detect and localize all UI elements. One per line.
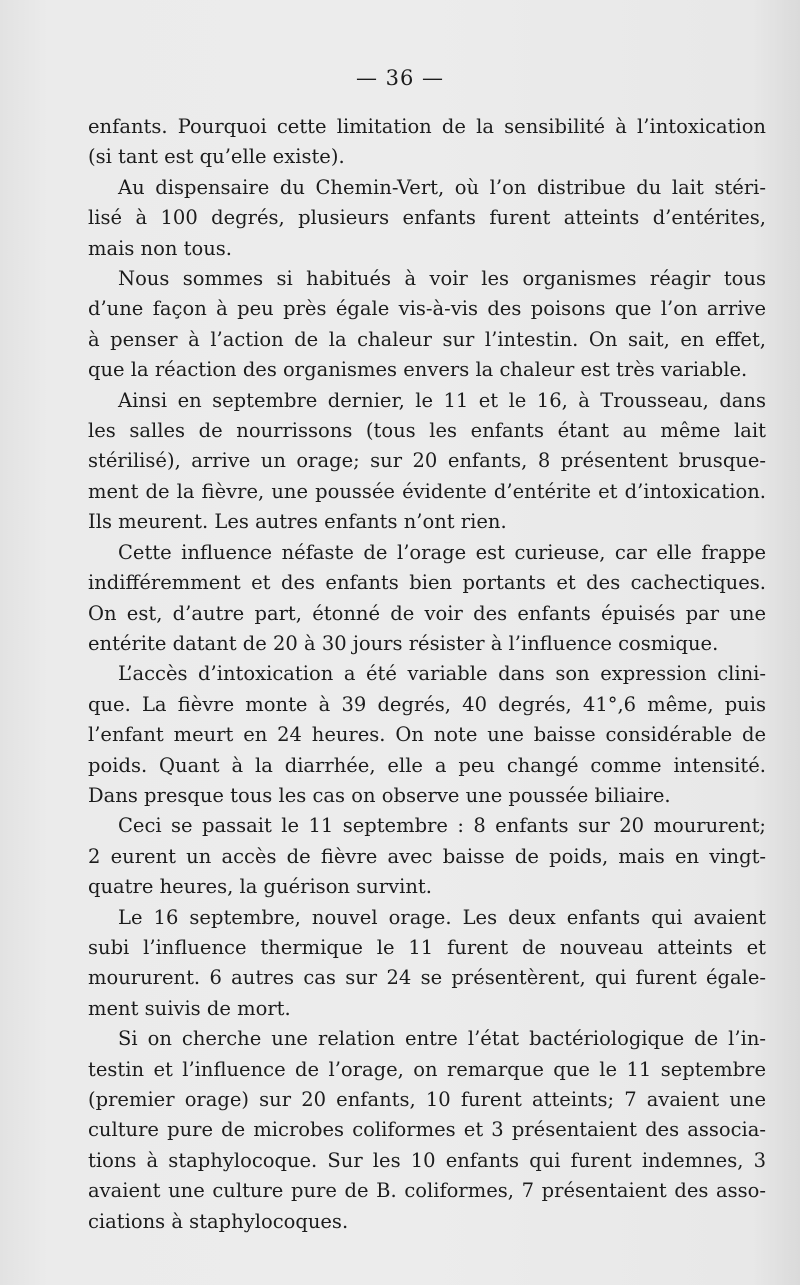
page-number: — 36 — <box>355 66 445 90</box>
text-line: Au dispensaire du Chemin-Vert, où l’on distribue du lait stéri- <box>118 175 766 199</box>
text-line: Cette influence néfaste de l’orage est curieuse, car elle frappe <box>118 540 766 564</box>
paragraph <box>88 1024 766 1237</box>
text-line: les salles de nourrissons (tous les enfants étant au même lait <box>88 419 766 443</box>
text-line: indifféremment et des enfants bien portants et des cachectiques. <box>88 571 766 595</box>
paragraph <box>88 173 766 264</box>
text-line: On est, d’autre part, étonné de voir des enfants épuisés par une <box>88 601 766 625</box>
text-line: que la réaction des organismes envers la chaleur est très variable. <box>88 358 748 382</box>
text-line: Ainsi en septembre dernier, le 11 et le 16, à Trousseau, dans <box>118 388 766 412</box>
text-line: culture pure de microbes coliformes et 3 présentaient des associa- <box>88 1118 766 1142</box>
text-line: (premier orage) sur 20 enfants, 10 furent atteints; 7 avaient une <box>88 1088 766 1111</box>
text-line: ciations à staphylocoques. <box>88 1209 349 1233</box>
paragraph <box>88 903 766 1025</box>
paragraph <box>88 112 766 173</box>
body-text <box>88 112 766 1237</box>
text-line: ment suivis de mort. <box>88 996 291 1020</box>
text-line: Dans presque tous les cas on observe une poussée biliaire. <box>88 783 671 807</box>
text-line: 2 eurent un accès de fièvre avec baisse de poids, mais en vingt- <box>88 844 766 868</box>
text-line: L’accès d’intoxication a été variable dans son expression clini- <box>118 662 766 686</box>
text-line: mais non tous. <box>88 236 232 260</box>
paragraph <box>88 386 766 538</box>
text-line: avaient une culture pure de B. coliformes, 7 présentaient des asso- <box>88 1179 766 1203</box>
text-line: subi l’influence thermique le 11 furent de nouveau atteints et <box>88 935 766 959</box>
text-line: Si on cherche une relation entre l’état bactériologique de l’in- <box>118 1027 766 1051</box>
paragraph <box>88 264 766 386</box>
text-line: Le 16 septembre, nouvel orage. Les deux enfants qui avaient <box>118 905 766 929</box>
text-line: Ils meurent. Les autres enfants n’ont rien. <box>88 510 507 534</box>
text-line: lisé à 100 degrés, plusieurs enfants furent atteints d’entérites, <box>88 206 766 230</box>
text-line: moururent. 6 autres cas sur 24 se présentèrent, qui furent égale- <box>88 966 766 990</box>
text-line: à penser à l’action de la chaleur sur l’intestin. On sait, en effet, <box>88 327 766 351</box>
paragraph <box>88 659 766 811</box>
text-line: poids. Quant à la diarrhée, elle a peu changé comme intensité. <box>88 753 766 777</box>
text-line: quatre heures, la guérison survint. <box>88 875 432 899</box>
text-line: l’enfant meurt en 24 heures. On note une baisse considérable de <box>88 723 766 747</box>
text-line: Ceci se passait le 11 septembre : 8 enfants sur 20 moururent; <box>118 814 766 838</box>
text-line: entérite datant de 20 à 30 jours résister à l’influence cosmique. <box>88 631 719 655</box>
text-line: d’une façon à peu près égale vis-à-vis des poisons que l’on arrive <box>88 297 766 321</box>
paragraph <box>88 538 766 660</box>
text-line: que. La fièvre monte à 39 degrés, 40 degrés, 41°,6 même, puis <box>88 692 766 716</box>
text-line: (si tant est qu’elle existe). <box>88 145 345 169</box>
text-line: stérilisé), arrive un orage; sur 20 enfants, 8 présentent brusque- <box>88 449 766 473</box>
paragraph <box>88 811 766 902</box>
text-line: ment de la fièvre, une poussée évidente d’entérite et d’intoxication. <box>88 479 766 503</box>
text-line: Nous sommes si habitués à voir les organismes réagir tous <box>118 267 766 291</box>
text-line: enfants. Pourquoi cette limitation de la sensibilité à l’intoxication <box>88 115 766 138</box>
text-line: tions à staphylocoque. Sur les 10 enfants qui furent indemnes, 3 <box>88 1148 766 1172</box>
text-line: testin et l’influence de l’orage, on remarque que le 11 septembre <box>88 1057 766 1081</box>
